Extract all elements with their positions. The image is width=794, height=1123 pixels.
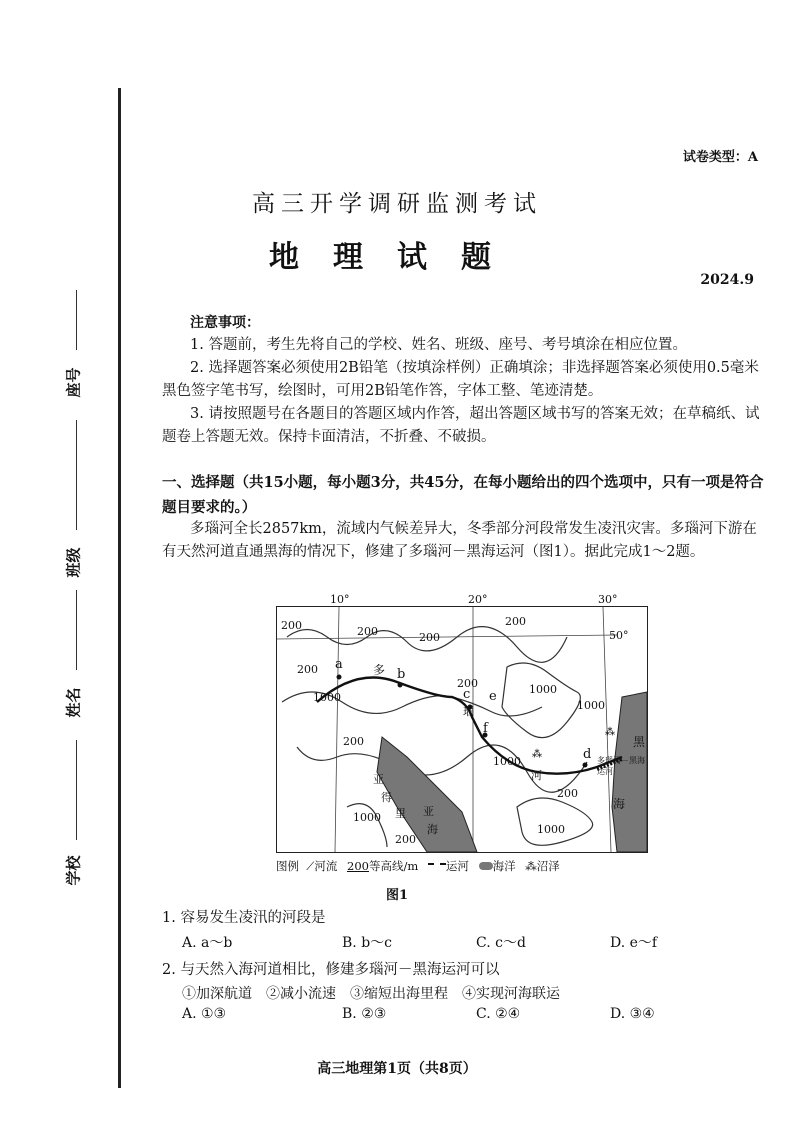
contour-label: 1000 bbox=[537, 823, 565, 836]
point-label-e: e bbox=[489, 689, 497, 704]
point-label-b: b bbox=[397, 667, 406, 682]
point-label-c: c bbox=[463, 687, 471, 702]
lon-tick: 10° bbox=[330, 593, 350, 606]
contour-label: 200 bbox=[343, 735, 364, 748]
swamp-legend-icon: ⁂ bbox=[525, 859, 537, 873]
page-footer: 高三地理第1页（共8页） bbox=[317, 1061, 477, 1077]
q2-option-b: B. ②③ bbox=[342, 1006, 387, 1022]
legend-ocean: 海洋 bbox=[492, 859, 516, 873]
q2-statements: ①加深航道 ②减小流速 ③缩短出海里程 ④实现河海联运 bbox=[182, 986, 560, 1002]
contour-legend-sample: 200 bbox=[347, 859, 369, 873]
adriatic-label: 里 bbox=[395, 807, 406, 820]
point-d bbox=[583, 763, 588, 768]
swamp-mark: ⁂ bbox=[605, 727, 615, 738]
adriatic-label: 得 bbox=[381, 791, 392, 804]
point-a bbox=[337, 675, 342, 680]
name-blank bbox=[76, 590, 77, 670]
section-intro: 多瑙河全长2857km，流域内气候差异大，冬季部分河段常发生凌汛灾害。多瑙河下游在有天然河道直通黑海的情况下，修建了多瑙河－黑海运河（图1）。据此完成1～2题。 bbox=[162, 521, 757, 560]
point-label-f: f bbox=[483, 721, 488, 736]
seat-blank bbox=[76, 290, 77, 350]
question-1-stem: 1. 容易发生凌汛的河段是 bbox=[162, 910, 326, 926]
note-item: 1. 答题前，考生先将自己的学校、姓名、班级、座号、考号填涂在相应位置。 bbox=[190, 337, 687, 353]
point-label-a: a bbox=[335, 657, 343, 672]
contour-label: 200 bbox=[281, 619, 302, 632]
swamp-mark: ⁂ bbox=[532, 749, 542, 760]
contour-label: 1000 bbox=[577, 699, 605, 712]
contour-label: 1000 bbox=[313, 691, 341, 704]
danube-map bbox=[276, 606, 648, 853]
seat-label: 座号 bbox=[64, 367, 83, 398]
contour-label: 200 bbox=[419, 631, 440, 644]
legend-swamp: 沼泽 bbox=[536, 859, 560, 873]
legend-title: 图例 bbox=[276, 859, 299, 873]
canal-label: 多瑙河－黑海运河 bbox=[597, 756, 645, 776]
contour-label: 200 bbox=[505, 615, 526, 628]
subject-title: 地理试题 bbox=[269, 240, 525, 275]
q1-option-c: C. c～d bbox=[476, 935, 526, 951]
school-blank bbox=[76, 740, 77, 840]
contour-label: 200 bbox=[357, 625, 378, 638]
river-name-he: 河 bbox=[531, 769, 542, 782]
legend-river: 河流 bbox=[314, 859, 338, 873]
lat-tick: 50° bbox=[609, 629, 629, 642]
contour-label: 200 bbox=[457, 677, 478, 690]
q1-option-d: D. e～f bbox=[610, 935, 658, 951]
note-item: 3. 请按照题号在各题目的答题区域内作答，超出答题区域书写的答案无效；在草稿纸、试题卷上答题无效。保持卡面清洁，不折叠、不破损。 bbox=[162, 406, 760, 445]
contour-label: 1000 bbox=[353, 811, 381, 824]
contour-line bbox=[517, 798, 593, 845]
canal-legend-icon bbox=[428, 863, 446, 870]
point-label-d: d bbox=[583, 747, 592, 762]
q2-option-d: D. ③④ bbox=[610, 1006, 655, 1022]
q1-option-a: A. a～b bbox=[182, 935, 233, 951]
contour-label: 200 bbox=[297, 663, 318, 676]
ocean-legend-icon bbox=[479, 862, 493, 870]
exam-title: 高三开学调研监测考试 bbox=[252, 191, 542, 217]
contour-line bbox=[297, 745, 587, 792]
adriatic-label: 亚 bbox=[423, 805, 434, 818]
exam-date: 2024.9 bbox=[700, 272, 754, 288]
river-name-duo: 多 bbox=[373, 663, 386, 677]
q2-option-a: A. ①③ bbox=[182, 1006, 227, 1022]
lon-tick: 30° bbox=[598, 593, 618, 606]
contour-label: 200 bbox=[557, 787, 578, 800]
contour-label: 1000 bbox=[493, 755, 521, 768]
contour-line bbox=[502, 663, 580, 738]
legend-contour: 等高线/m bbox=[368, 859, 419, 873]
notes-heading: 注意事项： bbox=[190, 315, 260, 331]
point-b bbox=[398, 683, 403, 688]
q1-option-b: B. b～c bbox=[342, 935, 392, 951]
school-label: 学校 bbox=[64, 855, 83, 886]
figure-caption: 图1 bbox=[385, 888, 409, 903]
contour-label: 1000 bbox=[529, 683, 557, 696]
q2-option-c: C. ②④ bbox=[476, 1006, 521, 1022]
adriatic-label: 海 bbox=[427, 823, 438, 836]
note-item: 2. 选择题答案必须使用2B铅笔（按填涂样例）正确填涂；非选择题答案必须使用0.5毫米黑色签字笔书写，绘图时，可用2B铅笔作答，字体工整、笔迹清楚。 bbox=[162, 360, 759, 399]
class-label: 班级 bbox=[64, 547, 83, 578]
map-svg bbox=[277, 607, 647, 852]
section-title: 一、选择题（共15小题，每小题3分，共45分，在每小题给出的四个选项中，只有一项是符合题目要求的。） bbox=[162, 474, 764, 516]
question-2-stem: 2. 与天然入海河道相比，修建多瑙河－黑海运河可以 bbox=[162, 962, 500, 978]
class-blank bbox=[76, 420, 77, 530]
black-sea-label: 海 bbox=[613, 797, 626, 811]
legend-canal: 运河 bbox=[445, 859, 469, 873]
river-name-nao: 瑙 bbox=[463, 705, 474, 718]
adriatic-label: 亚 bbox=[373, 773, 384, 786]
river-legend-icon: ⟋ bbox=[302, 859, 315, 873]
contour-label: 200 bbox=[395, 833, 416, 846]
map-legend bbox=[276, 858, 656, 874]
lon-tick: 20° bbox=[468, 593, 488, 606]
black-sea-label: 黑 bbox=[633, 735, 646, 749]
name-label: 姓名 bbox=[64, 687, 83, 718]
paper-type: 试卷类型：A bbox=[682, 150, 758, 165]
